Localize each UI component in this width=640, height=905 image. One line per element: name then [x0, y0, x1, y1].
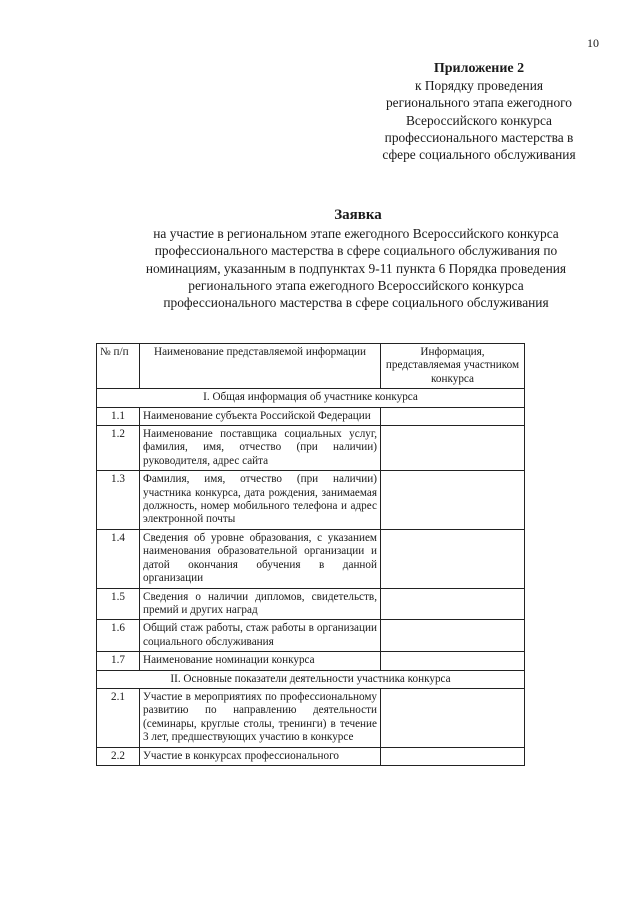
table-row: [97, 652, 525, 670]
appendix-line: к Порядку проведения: [414, 78, 544, 94]
table-row: [97, 588, 525, 620]
header-number: № п/п: [97, 344, 140, 389]
table-row: [97, 620, 525, 652]
row-value-field[interactable]: [381, 747, 525, 765]
row-description: Наименование номинации конкурса: [140, 652, 381, 670]
row-value-field[interactable]: [381, 688, 525, 747]
appendix-line: Всероссийского конкурса: [405, 112, 553, 128]
table-row: [97, 426, 525, 471]
row-number: 1.5: [97, 588, 140, 620]
table-header-row: [97, 344, 525, 389]
row-description: Наименование субъекта Российской Федерации: [140, 407, 381, 425]
row-number: 1.7: [97, 652, 140, 670]
row-number: 1.6: [97, 620, 140, 652]
header-info-name: Наименование представляемой информации: [140, 344, 381, 389]
row-description: Участие в конкурсах профессионального: [140, 747, 381, 765]
row-value-field[interactable]: [381, 529, 525, 588]
row-value-field[interactable]: [381, 471, 525, 530]
intro-line: регионального этапа ежегодного Всероссийского конкурса: [188, 277, 524, 293]
table-row: [97, 688, 525, 747]
table-row: [97, 529, 525, 588]
row-number: 1.4: [97, 529, 140, 588]
table-row: [97, 471, 525, 530]
document-title: Заявка: [334, 207, 382, 223]
appendix-line: сфере социального обслуживания: [382, 147, 576, 163]
row-value-field[interactable]: [381, 426, 525, 471]
intro-line: на участие в региональном этапе ежегодного Всероссийского конкурса: [153, 226, 559, 241]
row-description: Сведения о наличии дипломов, свидетельств, премий и других наград: [140, 588, 381, 620]
section-title: I. Общая информация об участнике конкурса: [97, 389, 525, 407]
row-number: 1.2: [97, 426, 140, 471]
row-description: Участие в мероприятиях по профессиональному развитию по направлению деятельности (семинары, круглые столы, тренинги) в течение 3 лет, предшествующих участию в конкурсе: [140, 688, 381, 747]
row-value-field[interactable]: [381, 588, 525, 620]
row-description: Сведения об уровне образования, с указанием наименования образовательной организации и датой окончания обучения в данной организации: [140, 529, 381, 588]
row-value-field[interactable]: [381, 407, 525, 425]
row-value-field[interactable]: [381, 620, 525, 652]
page-number: 10: [587, 36, 599, 50]
appendix-line: регионального этапа ежегодного: [385, 95, 573, 111]
application-form-table: [96, 343, 525, 766]
intro-line: профессионального мастерства в сфере социального обслуживания по: [154, 243, 558, 259]
intro-line: номинациям, указанным в подпунктах 9-11 пункта 6 Порядка проведения: [145, 260, 567, 276]
row-number: 2.2: [97, 747, 140, 765]
appendix-block: [354, 60, 604, 163]
intro-text: [84, 225, 628, 311]
appendix-heading: Приложение 2: [433, 61, 525, 76]
row-number: 1.3: [97, 471, 140, 530]
table-row: [97, 747, 525, 765]
row-description: Наименование поставщика социальных услуг, фамилия, имя, отчество (при наличии) руководителя, адрес сайта: [140, 426, 381, 471]
table-row: [97, 407, 525, 425]
appendix-line: профессионального мастерства в: [384, 129, 574, 145]
section-row: [97, 389, 525, 407]
section-row: [97, 670, 525, 688]
row-number: 1.1: [97, 407, 140, 425]
row-description: Фамилия, имя, отчество (при наличии) участника конкурса, дата рождения, занимаемая должность, номер мобильного телефона и адрес электронной почты: [140, 471, 381, 530]
section-title: II. Основные показатели деятельности участника конкурса: [97, 670, 525, 688]
row-description: Общий стаж работы, стаж работы в организации социального обслуживания: [140, 620, 381, 652]
row-value-field[interactable]: [381, 652, 525, 670]
intro-line: профессионального мастерства в сфере социального обслуживания: [163, 295, 549, 311]
header-info-value: Информация, представляемая участником конкурса: [381, 344, 525, 389]
row-number: 2.1: [97, 688, 140, 747]
